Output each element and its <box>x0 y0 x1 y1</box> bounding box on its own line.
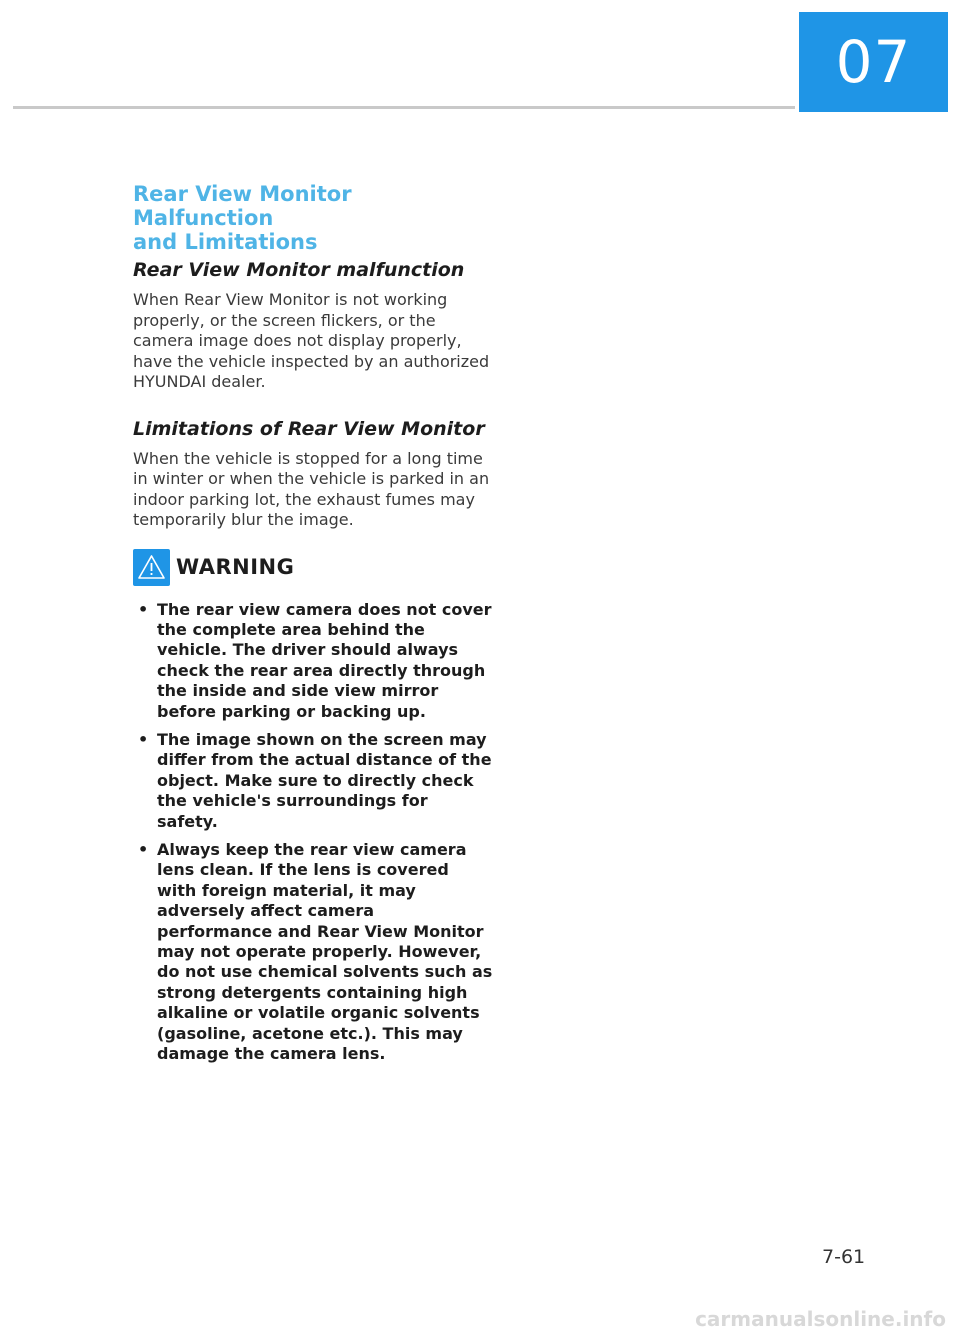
section-title <box>133 182 493 254</box>
watermark-logo: carmanualsonline.info <box>695 1307 946 1331</box>
warning-item-text: The image shown on the screen may differ from the actual distance of the object. Make sure to directly check the vehicle's surroundings for safety. <box>157 729 492 831</box>
warning-item <box>133 600 493 722</box>
section-title-line2: and Limitations <box>133 230 318 254</box>
page-number: 7-61 <box>822 1246 866 1268</box>
section-title-line1: Rear View Monitor Malfunction <box>133 182 352 230</box>
page-content <box>133 182 493 1072</box>
warning-header <box>133 549 493 586</box>
malfunction-heading: Rear View Monitor malfunction <box>133 259 465 281</box>
bullet: • <box>138 729 149 749</box>
limitations-heading: Limitations of Rear View Monitor <box>133 417 485 440</box>
warning-item <box>133 730 493 832</box>
warning-item-text: Always keep the rear view camera lens clean. If the lens is covered with foreign material, it may adversely affect camera performance and Rear View Monitor may not operate properly. However, do not use chemical solvents such as strong detergents containing high alkaline or volatile organic solvents (gasoline, acetone etc.). This may damage the camera lens. <box>157 839 493 1064</box>
warning-triangle-icon <box>133 549 170 586</box>
header-rule <box>13 106 795 109</box>
warning-list <box>133 600 493 1065</box>
warning-item-text: The rear view camera does not cover the complete area behind the vehicle. The driver should always check the rear area directly through the inside and side view mirror before parking or backing up. <box>157 599 492 721</box>
bullet: • <box>138 839 149 859</box>
chapter-tab: 07 <box>799 12 948 112</box>
bullet: • <box>138 599 149 619</box>
limitations-paragraph: When the vehicle is stopped for a long time in winter or when the vehicle is parked in an indoor parking lot, the exhaust fumes may temporarily blur the image. <box>133 448 490 529</box>
warning-item <box>133 840 493 1064</box>
malfunction-paragraph: When Rear View Monitor is not working properly, or the screen flickers, or the camera image does not display properly, have the vehicle inspected by an authorized HYUNDAI dealer. <box>133 290 490 391</box>
warning-label: WARNING <box>176 555 295 579</box>
